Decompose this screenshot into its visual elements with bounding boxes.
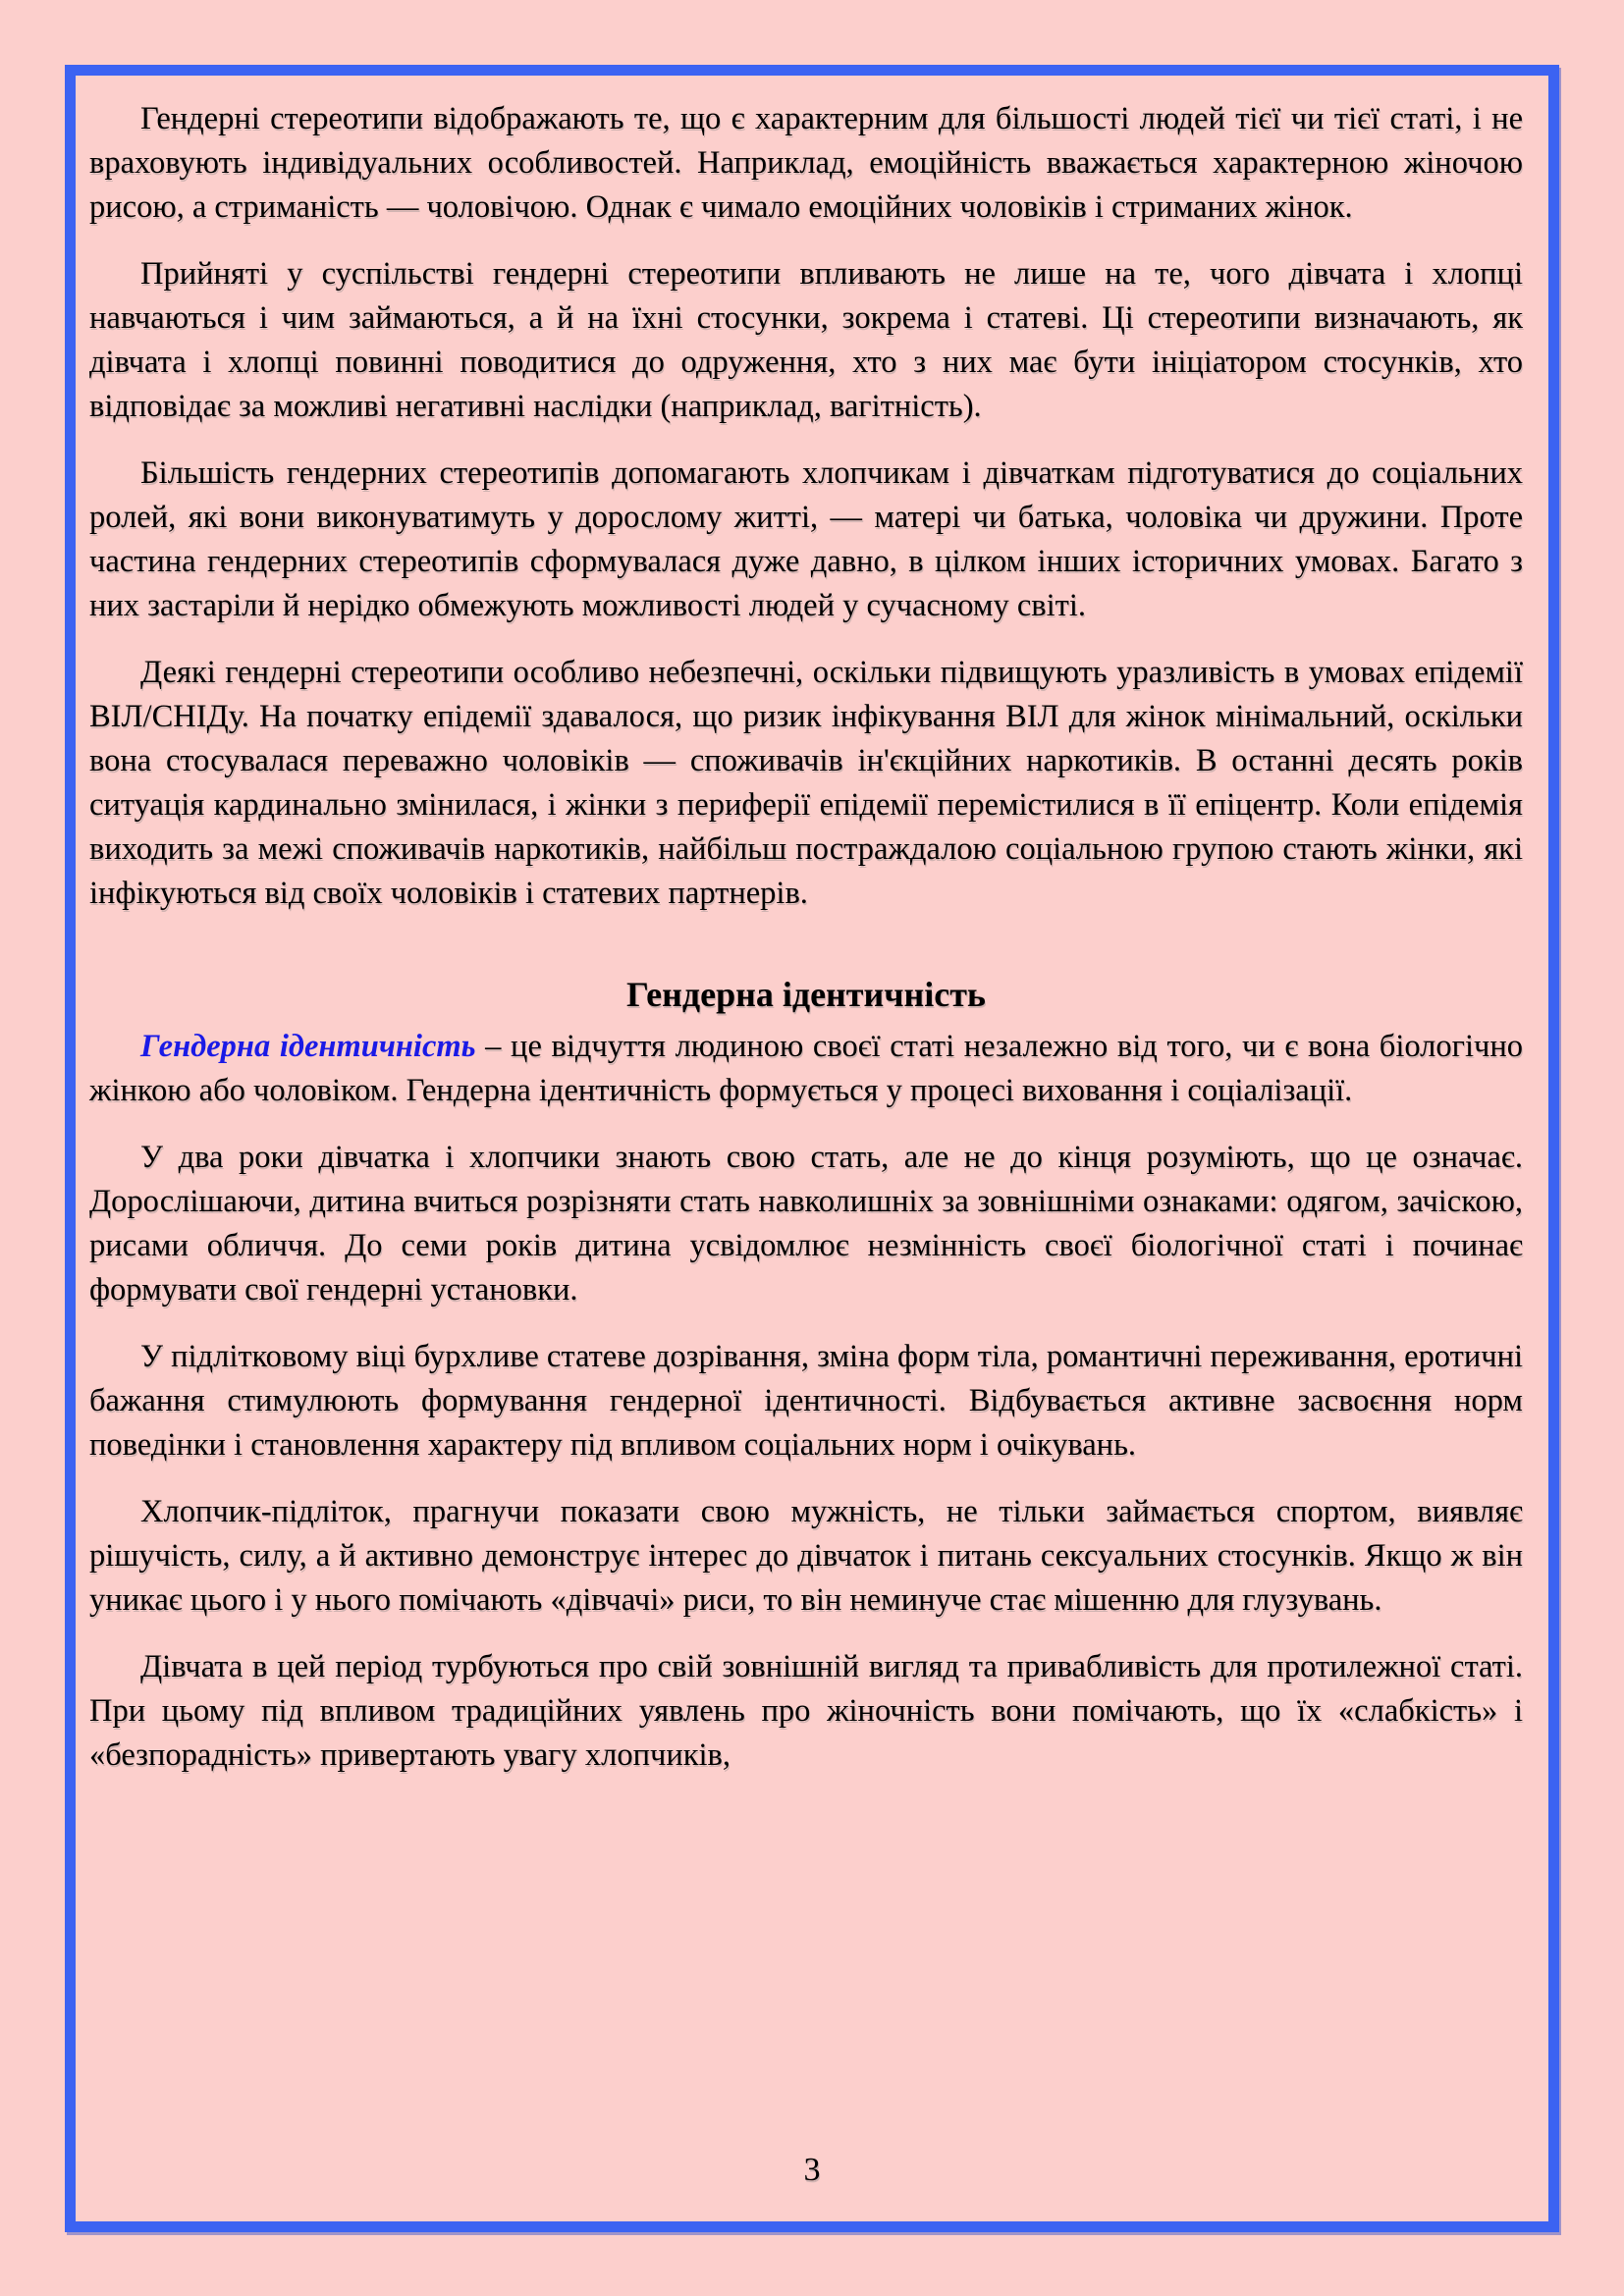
definition-term: Гендерна ідентичність: [140, 1029, 476, 1064]
paragraph-teen-girls: Дівчата в цей період турбуються про свій зовнішній вигляд та привабливість для протилежної статі. При цьому під впливом традиційних уявлень про жіночність вони помічають, що їх «слабкість» і «безпорадність» привертають увагу хлопчиків,: [89, 1649, 1523, 1773]
paragraph-stereotypes-social-roles: Більшість гендерних стереотипів допомагають хлопчикам і дівчаткам підготуватися до соціальних ролей, які вони виконуватимуть у дорослому житті, — матері чи батька, чоловіка чи дружини. Проте частина гендерних стереотипів сформувалася дуже давно, в цілком інших історичних умовах. Багато з них застаріли й нерідко обмежують можливості людей у сучасному світі.: [89, 455, 1523, 623]
page-border-frame: [65, 65, 1559, 2232]
paragraph-stereotypes-hiv-risk: Деякі гендерні стереотипи особливо небезпечні, оскільки підвищують уразливість в умовах епідемії ВІЛ/СНІДу. На початку епідемії здавалося, що ризик інфікування ВІЛ для жінок мінімальний, оскільки вона стосувалася переважно чоловіків — споживачів ін'єкційних наркотиків. В останні десять років ситуація кардинально змінилася, і жінки з периферії епідемії перемістилися в її епіцентр. Коли епідемія виходить за межі споживачів наркотиків, найбільш постраждалою соціальною групою стають жінки, які інфікуються від своїх чоловіків і статевих партнерів.: [89, 655, 1523, 911]
section-heading-gender-identity: Гендерна ідентичність: [626, 975, 986, 1014]
page-number: 3: [803, 2152, 821, 2188]
paragraph-adolescence: У підлітковому віці бурхливе статеве дозрівання, зміна форм тіла, романтичні переживання, еротичні бажання стимулюють формування гендерної ідентичності. Відбувається активне засвоєння норм поведінки і становлення характеру під впливом соціальних норм і очікувань.: [89, 1339, 1523, 1463]
paragraph-two-year-olds: У два роки дівчатка і хлопчики знають свою стать, але не до кінця розуміють, що це означає. Дорослішаючи, дитина вчиться розрізняти стать навколишніх за зовнішніми ознаками: одягом, зачіскою, рисами обличчя. До семи років дитина усвідомлює незмінність своєї біологічної статі і починає формувати свої гендерні установки.: [89, 1140, 1523, 1308]
paragraph-stereotypes-overview: Гендерні стереотипи відображають те, що є характерним для більшості людей тієї чи тієї статі, і не враховують індивідуальних особливостей. Наприклад, емоційність вважається характерною жіночою рисою, а стриманість — чоловічою. Однак є чимало емоційних чоловіків і стриманих жінок.: [89, 101, 1523, 225]
paragraph-teen-boys: Хлопчик-підліток, прагнучи показати свою мужність, не тільки займається спортом, виявляє рішучість, силу, а й активно демонструє інтерес до дівчаток і питань сексуальних стосунків. Якщо ж він уникає цього і у нього помічають «дівчачі» риси, то він неминуче стає мішенню для глузувань.: [89, 1494, 1523, 1618]
paragraph-gender-identity-definition: [89, 1025, 1523, 1113]
definition-text: – це відчуття людиною своєї статі незалежно від того, чи є вона біологічно жінкою або чоловіком. Гендерна ідентичність формується у процесі виховання і соціалізації.: [89, 1029, 1524, 1108]
paragraph-stereotypes-influence: Прийняті у суспільстві гендерні стереотипи впливають не лише на те, чого дівчата і хлопці навчаються і чим займаються, а й на їхні стосунки, зокрема і статеві. Ці стереотипи визначають, як дівчата і хлопці повинні поводитися до одруження, хто з них має бути ініціатором стосунків, хто відповідає за можливі негативні наслідки (наприклад, вагітність).: [89, 256, 1523, 424]
